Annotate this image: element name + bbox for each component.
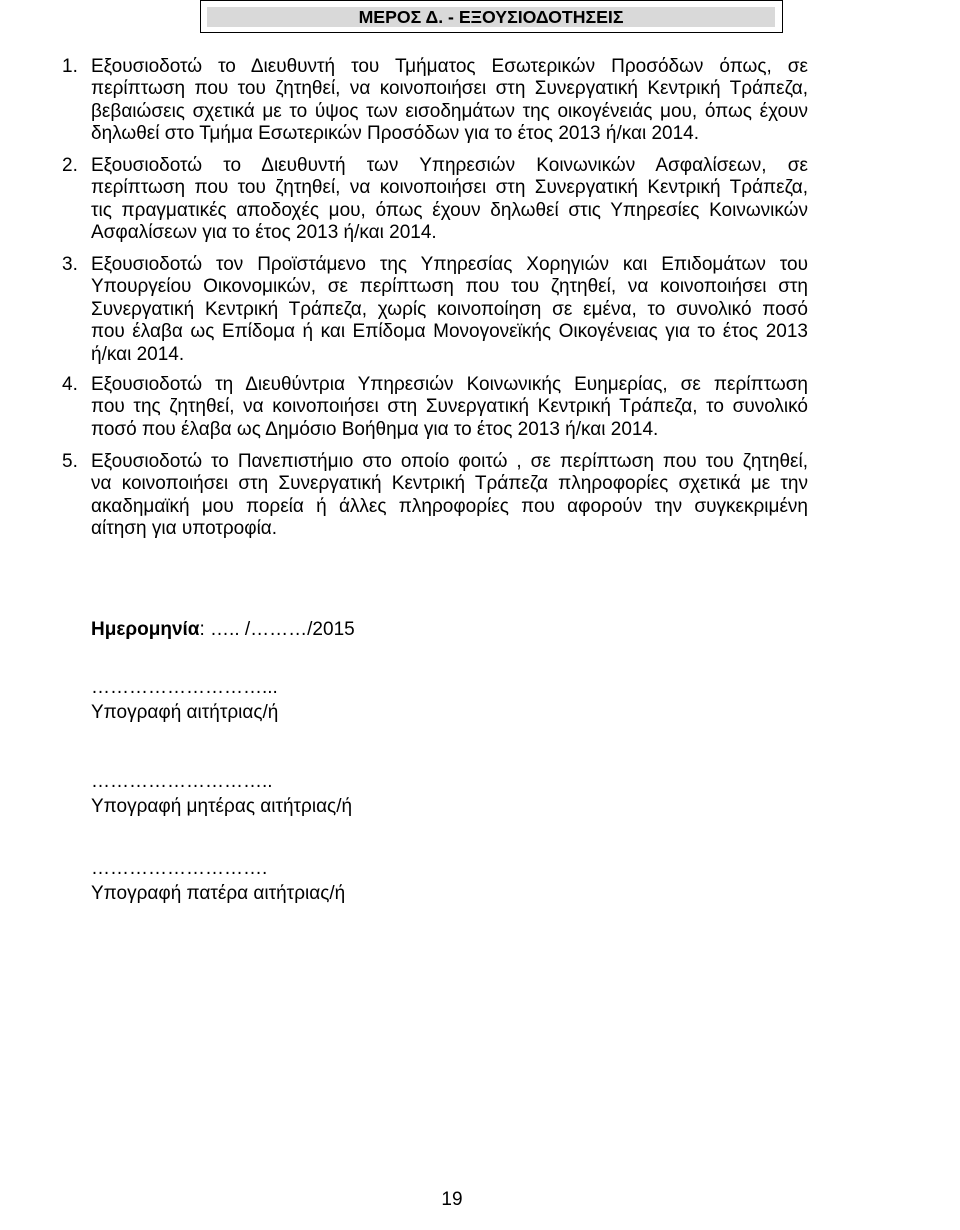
item-5-line-4: αίτηση για υποτροφία.: [91, 518, 278, 540]
item-1-line-1: Εξουσιοδοτώ το Διευθυντή του Τμήματος Εσωτερικών Προσόδων όπως, σε: [91, 56, 808, 77]
section-header-fill: [207, 7, 775, 27]
date-label: Ημερομηνία: [91, 619, 200, 640]
item-4-line-2: που της ζητηθεί, να κοινοποιήσει στη Συνεργατική Κεντρική Τράπεζα, το συνολικό: [91, 396, 808, 418]
signature-dotted-line: ………………………..: [91, 771, 273, 792]
item-3-line-4: που έλαβα ως Επίδομα ή και Επίδομα Μονογονεϊκής Οικογένειας για το έτος 2013: [91, 321, 808, 343]
item-number: 5.: [62, 451, 78, 472]
item-5-line-1: Εξουσιοδοτώ το Πανεπιστήμιο στο οποίο φοιτώ , σε περίπτωση που του ζητηθεί,: [91, 451, 808, 472]
signature-father: [91, 856, 345, 906]
item-4-line-1: Εξουσιοδοτώ τη Διευθύντρια Υπηρεσιών Κοινωνικής Ευημερίας, σε περίπτωση: [91, 374, 808, 395]
item-number: 3.: [62, 254, 78, 275]
item-2-line-4: Ασφαλίσεων για το έτος 2013 ή/και 2014.: [91, 222, 437, 244]
item-text: [91, 155, 808, 245]
signature-dotted-line: ……………………….: [91, 858, 268, 879]
item-text: [91, 374, 808, 441]
section-title: ΜΕΡΟΣ Δ. - ΕΞΟΥΣΙΟΔΟΤΗΣΕΙΣ: [358, 7, 624, 27]
signature-label: Υπογραφή μητέρας αιτήτριας/ή: [91, 796, 353, 817]
item-text: [91, 254, 808, 366]
date-line: [91, 619, 355, 641]
item-3-line-1: Εξουσιοδοτώ τον Προϊστάμενο της Υπηρεσίας Χορηγιών και Επιδομάτων του: [91, 254, 808, 275]
item-2-line-3: τις πραγματικές αποδοχές μου, όπως έχουν δηλωθεί στις Υπηρεσίες Κοινωνικών: [91, 199, 808, 221]
item-3-line-2: Υπουργείου Οικονομικών, σε περίπτωση που του ζητηθεί, να κοινοποιήσει στη: [91, 276, 808, 298]
item-number: 1.: [62, 56, 78, 77]
date-value: : ….. /………/2015: [199, 619, 355, 640]
item-3-line-5: ή/και 2014.: [91, 343, 185, 365]
item-5-line-2: να κοινοποιήσει στη Συνεργατική Κεντρική Τράπεζα πληροφορίες σχετικά με την: [91, 473, 808, 495]
signature-dotted-line: ………………………...: [91, 677, 278, 698]
item-number: 2.: [62, 155, 78, 176]
item-text: [91, 56, 808, 146]
item-5-line-3: ακαδημαϊκή μου πορεία ή άλλες πληροφορίες που αφορούν την συγκεκριμένη: [91, 495, 808, 517]
signature-label: Υπογραφή πατέρα αιτήτριας/ή: [91, 883, 346, 904]
signature-label: Υπογραφή αιτήτριας/ή: [91, 702, 279, 723]
signature-applicant: [91, 675, 278, 725]
page-number: 19: [441, 1189, 463, 1210]
item-2-line-1: Εξουσιοδοτώ το Διευθυντή των Υπηρεσιών Κοινωνικών Ασφαλίσεων, σε: [91, 155, 808, 176]
item-number: 4.: [62, 374, 78, 395]
item-1-line-3: βεβαιώσεις σχετικά με το ύψος των εισοδημάτων της οικογένειάς μου, όπως έχουν: [91, 100, 808, 122]
item-4-line-3: ποσό που έλαβα ως Δημόσιο Βοήθημα για το έτος 2013 ή/και 2014.: [91, 418, 659, 440]
signature-mother: [91, 769, 352, 819]
item-2-line-2: περίπτωση που του ζητηθεί, να κοινοποιήσει στη Συνεργατική Κεντρική Τράπεζα,: [91, 177, 808, 199]
item-1-line-4: δηλωθεί στο Τμήμα Εσωτερικών Προσόδων για το έτος 2013 ή/και 2014.: [91, 123, 700, 145]
item-1-line-2: περίπτωση που του ζητηθεί, να κοινοποιήσει στη Συνεργατική Κεντρική Τράπεζα,: [91, 78, 808, 100]
item-text: [91, 451, 808, 541]
item-3-line-3: Συνεργατική Κεντρική Τράπεζα, χωρίς κοινοποίηση σε εμένα, το συνολικό ποσό: [91, 298, 808, 320]
